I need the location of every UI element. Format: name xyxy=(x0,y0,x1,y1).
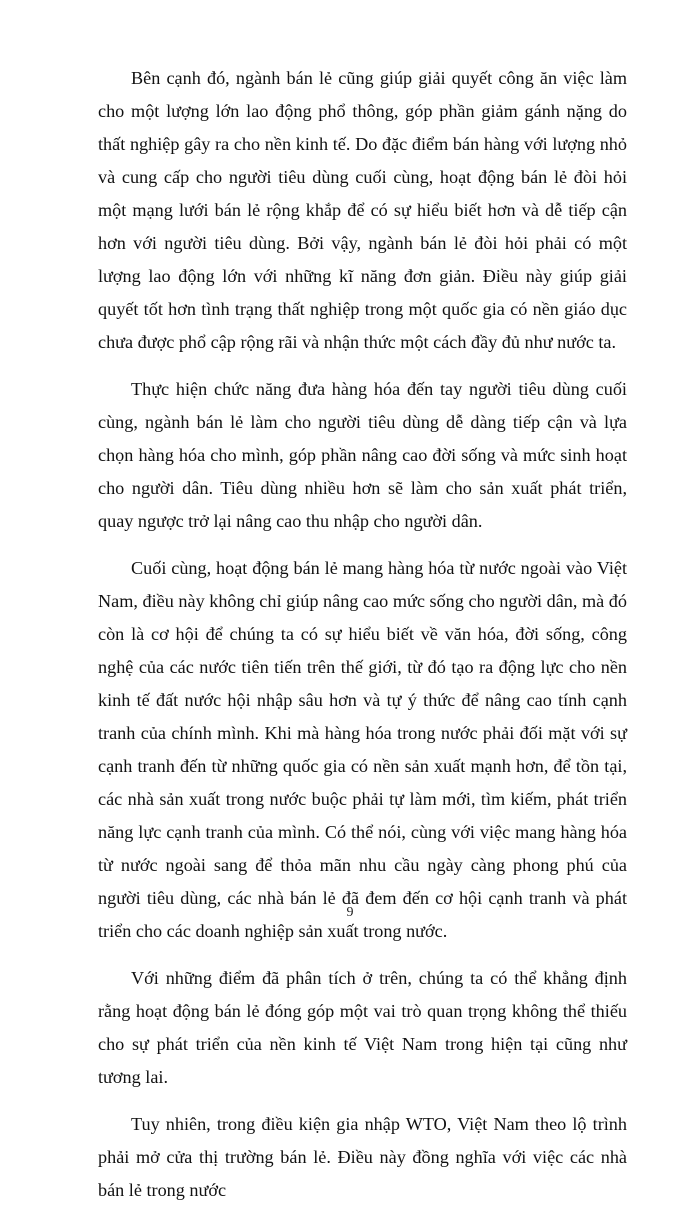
paragraph-conclusion: Với những điểm đã phân tích ở trên, chúng ta có thể khẳng định rằng hoạt động bán lẻ đóng góp một vai trò quan trọng không thể thiếu cho sự phát triển của nền kinh tế Việt Nam trong hiện tại cũng như tương lai. xyxy=(98,968,627,1087)
paragraph-employment: Bên cạnh đó, ngành bán lẻ cũng giúp giải quyết công ăn việc làm cho một lượng lớn lao động phổ thông, góp phần giảm gánh nặng do thất nghiệp gây ra cho nền kinh tế. Do đặc điểm bán hàng với lượng nhỏ và cung cấp cho người tiêu dùng cuối cùng, hoạt động bán lẻ đòi hỏi một mạng lưới bán lẻ rộng khắp để có sự hiểu biết hơn và dễ tiếp cận hơn với người tiêu dùng. Bởi vậy, ngành bán lẻ đòi hỏi phải có một lượng lao động lớn với những kĩ năng đơn giản. Điều này giúp giải quyết tốt hơn tình trạng thất nghiệp trong một quốc gia có nền giáo dục chưa được phổ cập rộng rãi và nhận thức một cách đầy đủ như nước ta. xyxy=(98,68,627,352)
paragraph-consumer-access: Thực hiện chức năng đưa hàng hóa đến tay người tiêu dùng cuối cùng, ngành bán lẻ làm cho người tiêu dùng dễ dàng tiếp cận và lựa chọn hàng hóa cho mình, góp phần nâng cao đời sống và mức sinh hoạt cho người dân. Tiêu dùng nhiều hơn sẽ làm cho sản xuất phát triển, quay ngược trở lại nâng cao thu nhập cho người dân. xyxy=(98,379,627,531)
body-text xyxy=(98,62,627,1221)
paragraph-foreign-goods: Cuối cùng, hoạt động bán lẻ mang hàng hóa từ nước ngoài vào Việt Nam, điều này không chỉ giúp nâng cao mức sống cho người dân, mà đó còn là cơ hội để chúng ta có sự hiểu biết về văn hóa, đời sống, công nghệ của các nước tiên tiến trên thế giới, từ đó tạo ra động lực cho nền kinh tế đất nước hội nhập sâu hơn và tự ý thức để nâng cao tính cạnh tranh của chính mình. Khi mà hàng hóa trong nước phải đối mặt với sự cạnh tranh đến từ những quốc gia có nền sản xuất mạnh hơn, để tồn tại, các nhà sản xuất trong nước buộc phải tự làm mới, tìm kiếm, phát triển năng lực cạnh tranh của mình. Có thể nói, cùng với việc mang hàng hóa từ nước ngoài sang để thỏa mãn nhu cầu ngày càng phong phú của người tiêu dùng, các nhà bán lẻ đã đem đến cơ hội cạnh tranh và phát triển cho các doanh nghiệp sản xuất trong nước. xyxy=(98,558,627,941)
paragraph-wto: Tuy nhiên, trong điều kiện gia nhập WTO, Việt Nam theo lộ trình phải mở cửa thị trường bán lẻ. Điều này đồng nghĩa với việc các nhà bán lẻ trong nước xyxy=(98,1114,627,1200)
page-number: 9 xyxy=(346,905,354,920)
